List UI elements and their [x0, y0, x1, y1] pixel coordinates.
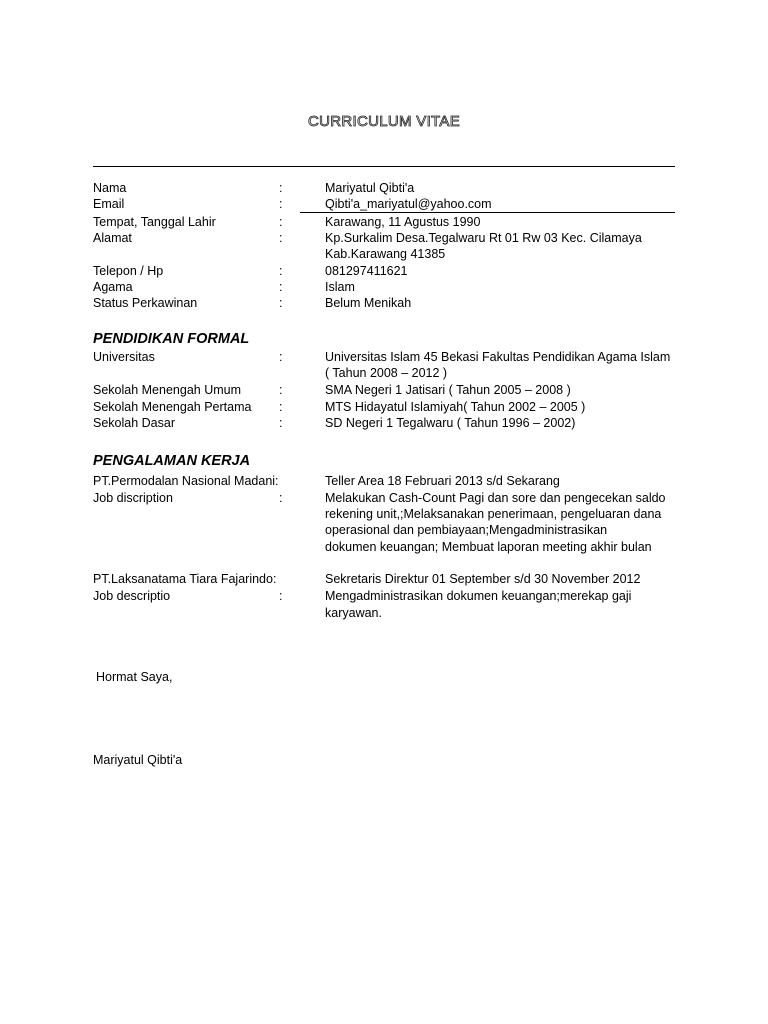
signer-name: Mariyatul Qibti'a [93, 753, 183, 767]
field-label: Agama [93, 280, 133, 294]
email-underline [300, 212, 675, 213]
education-row [93, 415, 693, 431]
education-school: SMA Negeri 1 Jatisari ( Tahun 2005 – 2008 ) [325, 383, 571, 397]
field-nama [93, 180, 693, 196]
field-telepon [93, 263, 693, 279]
education-level: Universitas [93, 350, 155, 364]
field-separator: : [279, 383, 283, 397]
job-company: PT.Laksanatama Tiara Fajarindo: [93, 572, 277, 586]
field-separator: : [279, 280, 283, 294]
education-level: Sekolah Dasar [93, 416, 175, 430]
closing-greeting: Hormat Saya, [96, 670, 173, 684]
education-row [93, 382, 693, 398]
field-separator: : [279, 231, 283, 245]
field-separator: : [279, 350, 283, 364]
field-value: Qibti'a_mariyatul@yahoo.com [325, 197, 492, 211]
field-agama [93, 279, 693, 295]
education-row [93, 399, 693, 415]
education-school: MTS Hidayatul Islamiyah( Tahun 2002 – 2005 ) [325, 400, 586, 414]
field-separator: : [279, 589, 283, 603]
field-separator: : [279, 181, 283, 195]
job-description-line: rekening unit,;Melaksanakan penerimaan, pengeluaran dana [325, 507, 662, 521]
field-separator: : [279, 296, 283, 310]
job-description-label: Job descriptio [93, 589, 171, 603]
job-company-row [93, 571, 693, 587]
field-value-continued: Kab.Karawang 41385 [325, 247, 446, 261]
field-label: Telepon / Hp [93, 264, 164, 278]
education-school: Universitas Islam 45 Bekasi Fakultas Pendidikan Agama Islam [325, 350, 671, 364]
field-value: Mariyatul Qibti'a [325, 181, 415, 195]
field-status [93, 295, 693, 311]
field-label: Nama [93, 181, 127, 195]
field-value: Belum Menikah [325, 296, 412, 310]
field-alamat [93, 230, 693, 246]
job-description-row [93, 588, 693, 604]
field-value: Kp.Surkalim Desa.Tegalwaru Rt 01 Rw 03 Kec. Cilamaya [325, 231, 642, 245]
job-position: Sekretaris Direktur 01 September s/d 30 November 2012 [325, 572, 641, 586]
field-label: Alamat [93, 231, 132, 245]
field-email [93, 196, 693, 212]
job-company: PT.Permodalan Nasional Madani: [93, 474, 279, 488]
education-level: Sekolah Menengah Umum [93, 383, 241, 397]
experience-heading: PENGALAMAN KERJA [93, 453, 251, 469]
job-description-line: karyawan. [325, 606, 382, 620]
job-description-line: Melakukan Cash-Count Pagi dan sore dan pengecekan saldo [325, 491, 666, 505]
field-birth [93, 214, 693, 230]
job-description-line: dokumen keuangan; Membuat laporan meeting akhir bulan [325, 540, 652, 554]
education-school: SD Negeri 1 Tegalwaru ( Tahun 1996 – 2002) [325, 416, 576, 430]
job-description-row [93, 490, 693, 506]
field-value: Karawang, 11 Agustus 1990 [325, 215, 481, 229]
field-separator: : [279, 264, 283, 278]
field-separator: : [279, 491, 283, 505]
job-description-label: Job discription [93, 491, 173, 505]
field-label: Tempat, Tanggal Lahir [93, 215, 216, 229]
education-years-continued: ( Tahun 2008 – 2012 ) [325, 366, 448, 380]
document-title: CURRICULUM VITAE [307, 113, 461, 130]
field-value: Islam [325, 280, 355, 294]
field-separator: : [279, 197, 283, 211]
field-value: 081297411621 [325, 264, 408, 278]
field-separator: : [279, 215, 283, 229]
field-label: Email [93, 197, 125, 211]
education-level: Sekolah Menengah Pertama [93, 400, 252, 414]
education-heading: PENDIDIKAN FORMAL [93, 331, 250, 347]
job-description-line: operasional dan pembiayaan;Mengadministrasikan [325, 523, 608, 537]
field-separator: : [279, 416, 283, 430]
title-divider [93, 166, 675, 167]
field-separator: : [279, 400, 283, 414]
job-position: Teller Area 18 Februari 2013 s/d Sekarang [325, 474, 560, 488]
job-company-row [93, 473, 693, 489]
job-description-line: Mengadministrasikan dokumen keuangan;merekap gaji [325, 589, 632, 603]
field-label: Status Perkawinan [93, 296, 198, 310]
education-row [93, 349, 693, 365]
